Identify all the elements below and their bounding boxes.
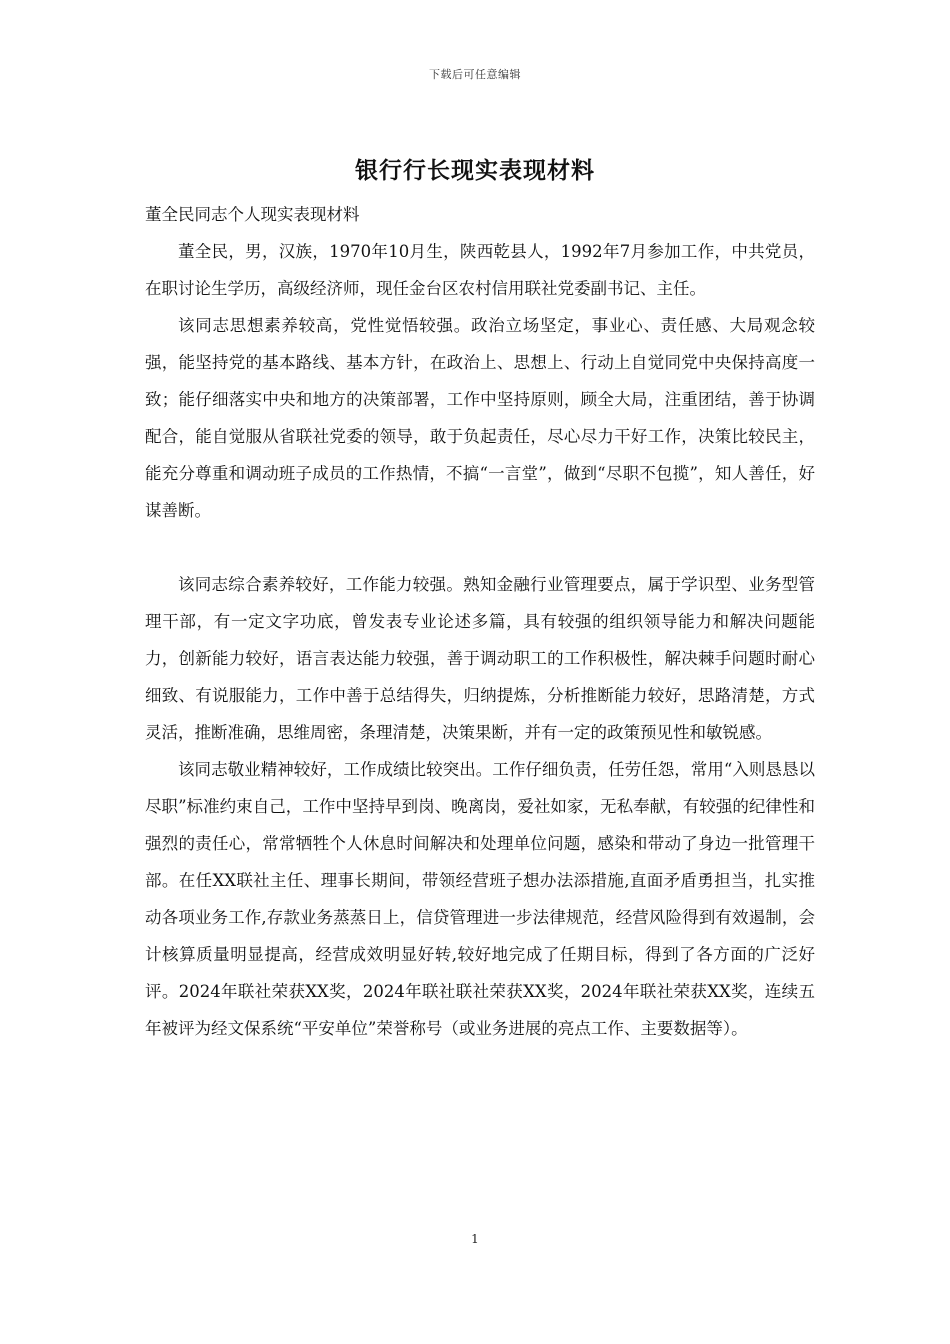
header-note: 下载后可任意编辑 xyxy=(429,68,521,81)
paragraph-ability: 该同志综合素养较好，工作能力较强。熟知金融行业管理要点，属于学识型、业务型管理干部，有一定文字功底，曾发表专业论述多篇，具有较强的组织领导能力和解决问题能力，创新能力较好，语言表达能力较强，善于调动职工的工作积极性，解决棘手问题时耐心细致、有说服能力，工作中善于总结得失，归纳提炼，分析推断能力较好，思路清楚，方式灵活，推断准确，思维周密，条理清楚，决策果断，并有一定的政策预见性和敏锐感。 xyxy=(145,575,815,742)
document-body xyxy=(145,196,815,1047)
paragraph-dedication: 该同志敬业精神较好，工作成绩比较突出。工作仔细负责，任劳任怨，常用“入则恳恳以尽职”标准约束自己，工作中坚持早到岗、晚离岗，爱社如家，无私奉献，有较强的纪律性和强烈的责任心，常常牺牲个人休息时间解决和处理单位问题，感染和带动了身边一批管理干部。在任XX联社主任、理事长期间，带领经营班子想办法添措施,直面矛盾勇担当，扎实推动各项业务工作,存款业务蒸蒸日上，信贷管理进一步法律规范，经营风险得到有效遏制，会计核算质量明显提高，经营成效明显好转,较好地完成了任期目标，得到了各方面的广泛好评。2024年联社荣获XX奖，2024年联社联社荣获XX奖，2024年联社荣获XX奖，连续五年被评为经文保系统“平安单位”荣誉称号（或业务进展的亮点工作、主要数据等）。 xyxy=(145,760,815,1038)
paragraph-ideology: 该同志思想素养较高，党性觉悟较强。政治立场坚定，事业心、责任感、大局观念较强，能坚持党的基本路线、基本方针，在政治上、思想上、行动上自觉同党中央保持高度一致；能仔细落实中央和地方的决策部署，工作中坚持原则，顾全大局，注重团结，善于协调配合，能自觉服从省联社党委的领导，敢于负起责任，尽心尽力干好工作，决策比较民主，能充分尊重和调动班子成员的工作热情，不搞“一言堂”，做到“尽职不包揽”，知人善任，好谋善断。 xyxy=(145,316,815,520)
document-subtitle: 董全民同志个人现实表现材料 xyxy=(145,205,360,224)
document-title: 银行行长现实表现材料 xyxy=(355,157,595,184)
paragraph-personal-info: 董全民，男，汉族，1970年10月生，陕西乾县人，1992年7月参加工作，中共党员，在职讨论生学历，高级经济师，现任金台区农村信用联社党委副书记、主任。 xyxy=(145,242,815,298)
page-number: 1 xyxy=(471,1232,479,1246)
